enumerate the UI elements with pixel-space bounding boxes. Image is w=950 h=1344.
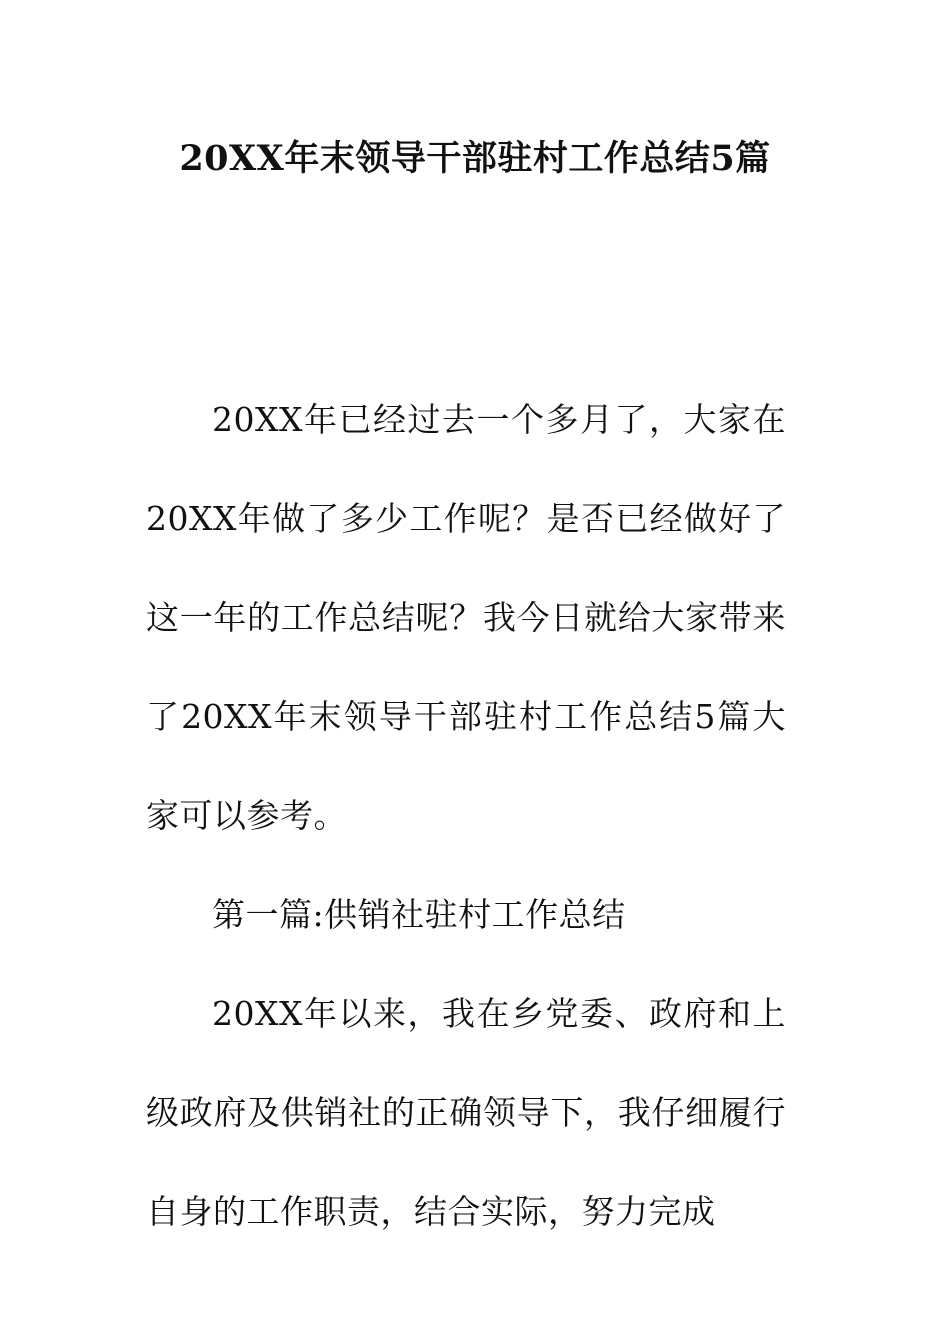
section-heading: 第一篇:供销社驻村工作总结	[212, 895, 626, 934]
intro-paragraph: 20XX年已经过去一个多月了，大家在20XX年做了多少工作呢？是否已经做好了这一年的工作总结呢？我今日就给大家带来了20XX年末领导干部驻村工作总结5篇大家可以参考。	[146, 400, 786, 835]
document-body	[146, 370, 786, 1261]
section-paragraph: 20XX年以来，我在乡党委、政府和上级政府及供销社的正确领导下，我仔细履行自身的工作职责，结合实际，努力完成	[146, 994, 786, 1231]
document-title: 20XX年末领导干部驻村工作总结5篇	[179, 138, 771, 179]
